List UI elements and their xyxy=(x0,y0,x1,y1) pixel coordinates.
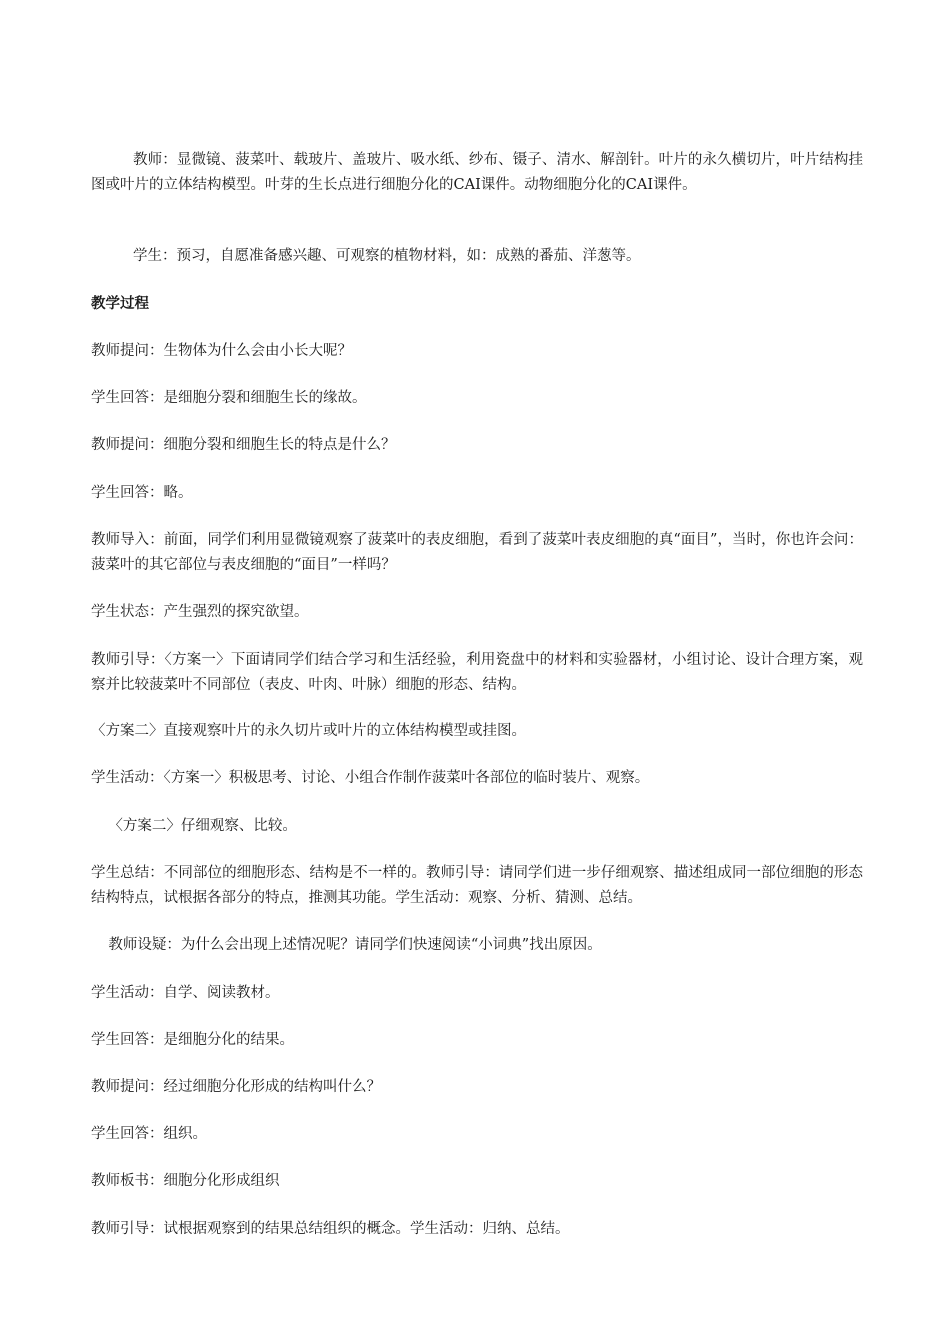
paragraph-student-state: 学生状态：产生强烈的探究欲望。 xyxy=(91,604,309,620)
paragraph-answer-4: 学生回答：组织。 xyxy=(91,1126,207,1142)
paragraph-question-3: 教师提问：经过细胞分化形成的结构叫什么？ xyxy=(91,1079,381,1095)
paragraph-answer-2: 学生回答：略。 xyxy=(91,485,193,501)
section-heading: 教学过程 xyxy=(91,296,149,312)
paragraph-student-summary: 学生总结：不同部位的细胞形态、结构是不一样的。教师引导：请同学们进一步仔细观察、描述组成同一部位细胞的形态结构特点，试根据各部分的特点，推测其功能。学生活动：观察、分析、猜测、总结。 xyxy=(91,865,863,906)
paragraph-answer-1: 学生回答：是细胞分裂和细胞生长的缘故。 xyxy=(91,390,367,406)
paragraph-student-activity-2: 学生活动：自学、阅读教材。 xyxy=(91,985,280,1001)
paragraph-plan-two-activity: 〈方案二〉仔细观察、比较。 xyxy=(108,818,297,834)
paragraph-teacher-guide-2: 教师引导：试根据观察到的结果总结组织的概念。学生活动：归纳、总结。 xyxy=(91,1221,570,1237)
paragraph-teacher-materials: 教师：显微镜、菠菜叶、载玻片、盖玻片、吸水纸、纱布、镊子、清水、解剖针。叶片的永久横切片，叶片结构挂图或叶片的立体结构模型。叶芽的生长点进行细胞分化的CAI课件。动物细胞分化的CAI课件。 xyxy=(91,152,863,193)
paragraph-blackboard: 教师板书：细胞分化形成组织 xyxy=(91,1173,280,1189)
paragraph-answer-3: 学生回答：是细胞分化的结果。 xyxy=(91,1032,294,1048)
paragraph-teacher-question: 教师设疑：为什么会出现上述情况呢？请同学们快速阅读“小词典”找出原因。 xyxy=(108,937,602,953)
paragraph-question-2: 教师提问：细胞分裂和细胞生长的特点是什么？ xyxy=(91,437,396,453)
paragraph-student-activity-1: 学生活动：〈方案一〉积极思考、讨论、小组合作制作菠菜叶各部位的临时装片、观察。 xyxy=(91,770,650,786)
paragraph-teacher-guide-1: 教师引导：〈方案一〉下面请同学们结合学习和生活经验，利用瓷盘中的材料和实验器材，小组讨论、设计合理方案，观察并比较菠菜叶不同部位（表皮、叶肉、叶脉）细胞的形态、结构。 xyxy=(91,652,863,693)
paragraph-student-preparation: 学生：预习，自愿准备感兴趣、可观察的植物材料，如：成熟的番茄、洋葱等。 xyxy=(133,248,641,264)
paragraph-question-1: 教师提问：生物体为什么会由小长大呢？ xyxy=(91,343,352,359)
paragraph-teacher-intro: 教师导入：前面，同学们利用显微镜观察了菠菜叶的表皮细胞，看到了菠菜叶表皮细胞的真“面目”，当时，你也许会问：菠菜叶的其它部位与表皮细胞的“面目”一样吗？ xyxy=(91,532,863,573)
paragraph-plan-two: 〈方案二〉直接观察叶片的永久切片或叶片的立体结构模型或挂图。 xyxy=(91,723,526,739)
